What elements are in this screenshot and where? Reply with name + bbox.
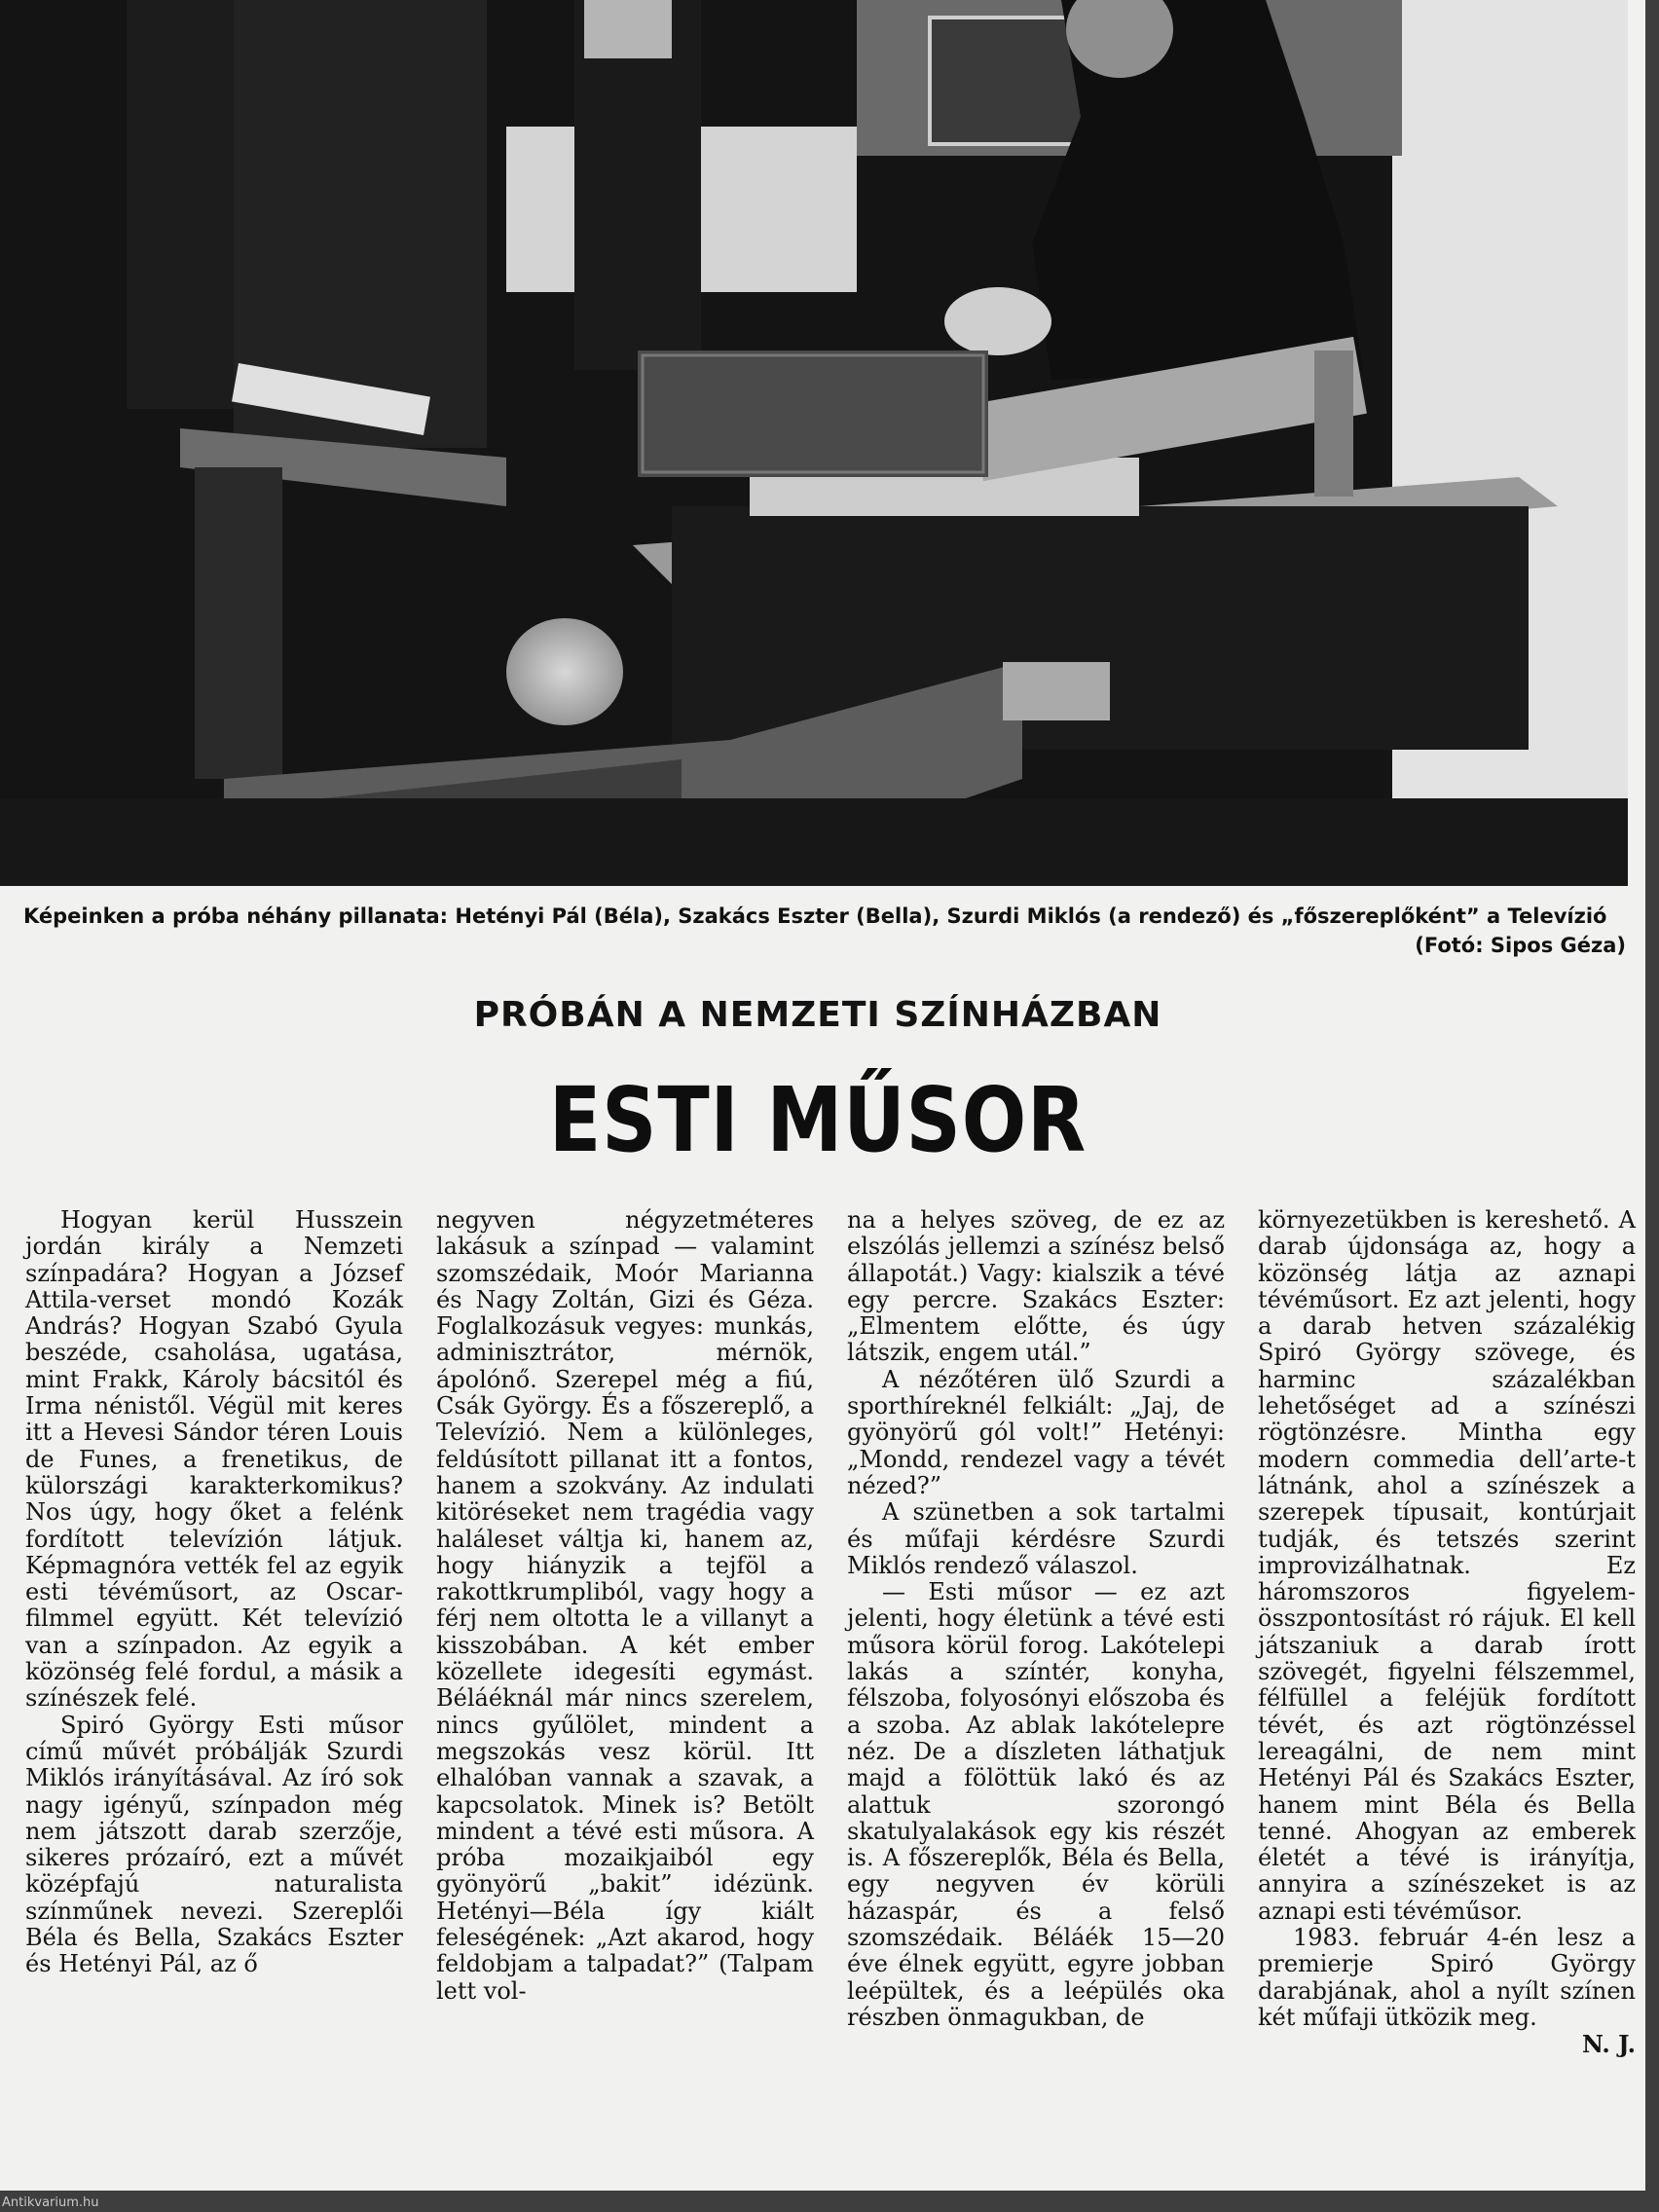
- paragraph: negyven négyzetméteres lakásuk a színpad — valamint szomszédaik, Moór Marianna és Nagy Zoltán, Gizi és Géza. Foglalkozásuk vegyes: munkás, adminisztrátor, mérnök, ápolónő. Szerepel még a fiú, Csák György. És a főszereplő, a Televízió. Nem a különleges, feldúsított pillanat itt a fontos, hanem a szokvány. Az indulati kitöréseket nem tragédia vagy haláleset váltja ki, hanem az, hogy hiányzik a tejföl a rakottkrumpliból, vagy hogy a férj nem oltotta le a villanyt a kisszobában. A két ember közellete idegesíti egymást. Béláéknál már nincs szerelem, nincs gyűlölet, mindent a megszokás vesz körül. Itt elhalóban vannak a szavak, a kapcsolatok. Minek is? Betölt mindent a tévé esti műsora. A próba mozaikjaiból egy gyönyörű „bakit” idézünk. Hetényi—Béla így kiált feleségének: „Azt akarod, hogy feldobjam a talpadat?” (Talpam lett vol-: [436, 1206, 814, 2005]
- author-signature: N. J.: [1582, 2030, 1636, 2059]
- text-column: [436, 1207, 814, 2005]
- caption-text: Képeinken a próba néhány pillanata: Hetényi Pál (Béla), Szakács Eszter (Bella), Szurdi Miklós (a rendező) és „főszereplőként” a Televízió: [23, 904, 1607, 928]
- text-column: [1258, 1207, 1636, 2058]
- paragraph: környezetükben is kereshető. A darab újdonsága az, hogy a közönség látja az aznapi tévéműsort. Ez azt jelenti, hogy a darab hetven százalékig Spiró György szövege, és harminc százalékban lehetőséget ad a színészi rögtönzésre. Mintha egy modern commedia dell’arte-t látnánk, ahol a színészek a szerepek típusait, kontúrjait tudják, és tetszés szerint improvizálhatnak. Ez háromszoros figyelem-összpontosítást ró rájuk. El kell játszaniuk a darab írott szövegét, figyelni félszemmel, félfüllel a feléjük fordított tévét, és azt rögtönzéssel lereagálni, de nem mint Hetényi Pál és Szakács Eszter, hanem mint Béla és Bella tenné. Ahogyan az emberek életét a tévé is irányítja, annyira a színészeket is az aznapi esti tévéműsor.: [1258, 1206, 1636, 1925]
- paragraph: 1983. február 4-én lesz a premierje Spiró György darabjának, ahol a nyílt színen két műfaji ütközik meg.: [1258, 1924, 1636, 2031]
- photo-image: [0, 0, 1628, 886]
- paragraph: Hogyan kerül Husszein jordán király a Nemzeti színpadára? Hogyan a József Attila-verset mondó Kozák András? Hogyan Szabó Gyula beszéde, csaholása, ugatása, mint Frakk, Károly bácsitól és Irma nénistől. Végül mit keres itt a Hevesi Sándor téren Louis de Funes, a frenetikus, de külországi karakterkomikus? Nos úgy, hogy őket a felénk fordított televízión látjuk. Képmagnóra vették fel az egyik esti tévéműsort, az Oscar-filmmel együtt. Két televízió van a színpadon. Az egyik a közönség felé fordul, a másik a színészek felé.: [25, 1206, 403, 1713]
- paragraph: — Esti műsor — ez azt jelenti, hogy életünk a tévé esti műsora körül forog. Lakótelepi lakás a színtér, konyha, félszoba, folyosónyi előszoba és a szoba. Az ablak lakótelepre néz. De a díszleten láthatjuk majd a fölöttük lakó és az alattuk szorongó skatulyalakások egy kis részét is. A főszereplők, Béla és Bella, egy negyven év körüli házaspár, és a felső szomszédaik. Béláék 15—20 éve élnek együtt, egyre jobban leépültek, és a leépülés oka részben önmagukban, de: [847, 1578, 1225, 2031]
- paragraph: Spiró György Esti műsor című művét próbálják Szurdi Miklós irányításával. Az író sok nagy igényű, színpadon még nem játszott darab szerzője, sikeres prózaíró, ezt a művét középfajú naturalista színműnek nevezi. Szereplői Béla és Bella, Szakács Eszter és Hetényi Pál, az ő: [25, 1711, 403, 1978]
- text-column: [847, 1207, 1225, 2031]
- article-body: [25, 1207, 1641, 2122]
- paragraph: na a helyes szöveg, de ez az elszólás jellemzi a színész belső állapotát.) Vagy: kialszik a tévé egy percre. Szakács Eszter: „Elmentem előtte, és úgy látszik, engem utál.”: [847, 1206, 1225, 1367]
- article-headline: ESTI MŰSOR: [548, 1068, 1088, 1172]
- paragraph: A szünetben a sok tartalmi és műfaji kérdésre Szurdi Miklós rendező válaszol.: [847, 1498, 1225, 1579]
- text-column: [25, 1207, 403, 1978]
- photo-caption: [23, 902, 1626, 957]
- paragraph: A nézőtéren ülő Szurdi a sporthíreknél felkiált: „Jaj, de gyönyörű gól volt!” Hetényi: „Mondd, rendezel vagy a tévét nézed?”: [847, 1365, 1225, 1499]
- rehearsal-photo: [0, 0, 1628, 886]
- article-kicker: PRÓBÁN A NEMZETI SZÍNHÁZBAN: [473, 995, 1162, 1035]
- watermark: Antikvarium.hu: [2, 2195, 99, 2210]
- photo-credit: (Fotó: Sipos Géza): [1415, 934, 1626, 957]
